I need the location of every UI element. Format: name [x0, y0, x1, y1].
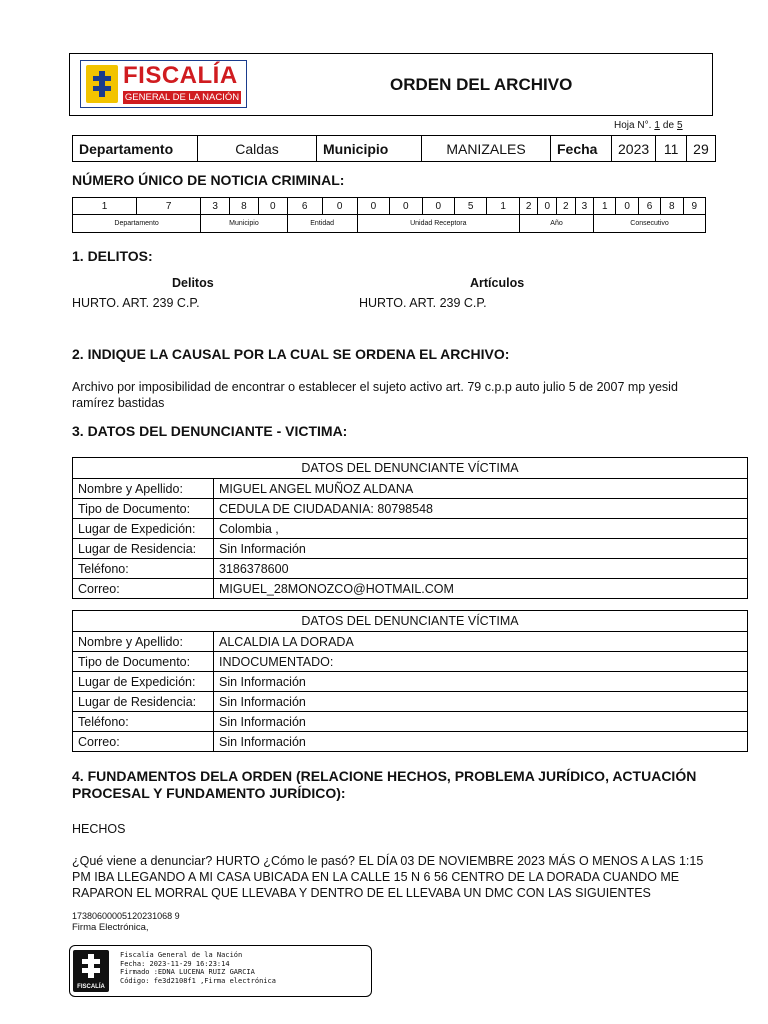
row-value: Sin Información [214, 692, 748, 712]
hechos-line1: ¿Qué viene a denunciar? HURTO ¿Cómo le pasó? EL DÍA 03 DE NOVIEMBRE 2023 MÁS O MENOS A LAS 1:15 [72, 854, 704, 868]
table-row [73, 539, 748, 559]
noticia-digit: 0 [538, 198, 557, 215]
electronic-signature-box [69, 945, 372, 997]
fundamentos-title-line1: 4. FUNDAMENTOS DELA ORDEN (RELACIONE HECHOS, PROBLEMA JURÍDICO, ACTUACIÓN [72, 768, 697, 784]
logo-subtitle: GENERAL DE LA NACIÓN [124, 92, 240, 103]
noticia-digit: 8 [661, 198, 683, 215]
row-label: Teléfono: [73, 712, 214, 732]
row-label: Lugar de Expedición: [73, 519, 214, 539]
articulo-value: HURTO. ART. 239 C.P. [359, 296, 487, 310]
fiscalia-seal-icon [73, 950, 109, 992]
delitos-column-header: Delitos [172, 276, 214, 290]
sig-line: Firmado :EDNA LUCENA RUIZ GARCIA [120, 968, 255, 976]
causal-title: 2. INDIQUE LA CAUSAL POR LA CUAL SE ORDENA EL ARCHIVO: [72, 346, 510, 362]
causal-text-line1: Archivo por imposibilidad de encontrar o establecer el sujeto activo art. 79 c.p.p auto julio 5 de 2007 mp yesid [72, 380, 678, 394]
fiscalia-logo [80, 60, 247, 108]
noticia-digit: 3 [575, 198, 594, 215]
table-row [73, 692, 748, 712]
row-value: Colombia , [214, 519, 748, 539]
noticia-digit: 5 [454, 198, 486, 215]
row-value: Sin Información [214, 672, 748, 692]
noticia-title: NÚMERO ÚNICO DE NOTICIA CRIMINAL: [72, 172, 345, 188]
denunciante-table [72, 610, 748, 752]
sig-line: Fecha: 2023-11-29 16:23:14 [120, 959, 230, 968]
page-counter [614, 120, 686, 131]
row-value: INDOCUMENTADO: [214, 652, 748, 672]
noticia-digit: 0 [258, 198, 287, 215]
denunciante-title: 3. DATOS DEL DENUNCIANTE - VICTIMA: [72, 423, 348, 439]
table-row [73, 672, 748, 692]
noticia-label: Entidad [287, 215, 357, 233]
row-label: Lugar de Expedición: [73, 672, 214, 692]
table-row [73, 479, 748, 499]
hechos-line3: RAPARON EL MORRAL QUE LLEVABA Y DENTRO DE EL LLEVABA UN DMC CON LAS SIGUIENTES [72, 886, 651, 900]
table-row [73, 712, 748, 732]
noticia-digit: 0 [322, 198, 357, 215]
municipio-label: Municipio [317, 136, 422, 162]
hoja-label: Hoja N°. [614, 120, 652, 131]
noticia-digit: 0 [390, 198, 422, 215]
causal-text-line2: ramírez bastidas [72, 396, 165, 410]
document-header [69, 53, 713, 116]
row-label: Lugar de Residencia: [73, 692, 214, 712]
row-label: Tipo de Documento: [73, 652, 214, 672]
logo-title: FISCALÍA [123, 62, 238, 89]
noticia-label: Departamento [73, 215, 201, 233]
noticia-label: Municipio [201, 215, 287, 233]
row-value: Sin Información [214, 539, 748, 559]
delitos-title: 1. DELITOS: [72, 248, 153, 264]
row-label: Nombre y Apellido: [73, 632, 214, 652]
noticia-digit: 0 [616, 198, 638, 215]
firma-label: Firma Electrónica, [72, 922, 149, 933]
noticia-digits-row [73, 198, 706, 215]
noticia-digit: 2 [519, 198, 538, 215]
row-label: Teléfono: [73, 559, 214, 579]
table-row [73, 499, 748, 519]
noticia-label: Año [519, 215, 593, 233]
noticia-digit: 7 [137, 198, 201, 215]
hechos-line2: PM IBA LLEGANDO A MI CASA UBICADA EN LA CALLE 15 N 6 56 CENTRO DE LA DORADA CUANDO ME [72, 870, 680, 884]
fecha-month: 11 [656, 136, 687, 162]
noticia-labels-row [73, 215, 706, 233]
noticia-label: Consecutivo [594, 215, 706, 233]
noticia-digit: 2 [557, 198, 576, 215]
noticia-digit: 1 [594, 198, 616, 215]
page-title: ORDEN DEL ARCHIVO [390, 75, 573, 94]
row-label: Correo: [73, 579, 214, 599]
noticia-label: Unidad Receptora [357, 215, 519, 233]
sig-line: Código: fe3d2108f1 ,Firma electrónica [120, 976, 276, 985]
noticia-table [72, 197, 706, 233]
noticia-digit: 6 [287, 198, 322, 215]
fiscalia-emblem-icon [86, 65, 118, 103]
delito-value: HURTO. ART. 239 C.P. [72, 296, 200, 310]
sig-line: Fiscalía General de la Nación [120, 951, 243, 959]
noticia-digit: 0 [357, 198, 389, 215]
hoja-number: 1 [654, 120, 660, 131]
denunciante-table [72, 457, 748, 599]
municipio-value: MANIZALES [422, 136, 551, 162]
table-row [73, 652, 748, 672]
table-row [73, 559, 748, 579]
table-row [73, 732, 748, 752]
hoja-de: de [662, 120, 675, 131]
noticia-digit: 6 [638, 198, 660, 215]
fundamentos-title-line2: PROCESAL Y FUNDAMENTO JURÍDICO): [72, 785, 346, 801]
row-label: Nombre y Apellido: [73, 479, 214, 499]
row-value: Sin Información [214, 712, 748, 732]
denunciante-table-header: DATOS DEL DENUNCIANTE VÍCTIMA [73, 458, 748, 479]
table-row [73, 579, 748, 599]
hoja-total: 5 [677, 120, 683, 131]
fecha-day: 29 [687, 136, 716, 162]
departamento-value: Caldas [198, 136, 317, 162]
row-label: Correo: [73, 732, 214, 752]
row-label: Tipo de Documento: [73, 499, 214, 519]
noticia-digit: 8 [230, 198, 259, 215]
row-label: Lugar de Residencia: [73, 539, 214, 559]
fecha-year: 2023 [612, 136, 656, 162]
articulos-column-header: Artículos [470, 276, 525, 290]
noticia-digit: 3 [201, 198, 230, 215]
row-value: ALCALDIA LA DORADA [214, 632, 748, 652]
row-value: CEDULA DE CIUDADANIA: 80798548 [214, 499, 748, 519]
denunciante-table-header: DATOS DEL DENUNCIANTE VÍCTIMA [73, 611, 748, 632]
noticia-digit: 9 [683, 198, 706, 215]
row-value: Sin Información [214, 732, 748, 752]
location-table [72, 135, 716, 162]
departamento-label: Departamento [73, 136, 198, 162]
table-row [73, 519, 748, 539]
fecha-label: Fecha [551, 136, 612, 162]
noticia-digit: 1 [487, 198, 520, 215]
hechos-label: HECHOS [72, 822, 126, 836]
row-value: 3186378600 [214, 559, 748, 579]
noticia-digit: 1 [73, 198, 137, 215]
noticia-digit: 0 [422, 198, 454, 215]
row-value: MIGUEL ANGEL MUÑOZ ALDANA [214, 479, 748, 499]
seal-text: FISCALÍA [77, 984, 105, 990]
table-row [73, 632, 748, 652]
row-value: MIGUEL_28MONOZCO@HOTMAIL.COM [214, 579, 748, 599]
signature-text [120, 951, 276, 985]
document-code: 17380600005120231068 9 [72, 911, 180, 921]
